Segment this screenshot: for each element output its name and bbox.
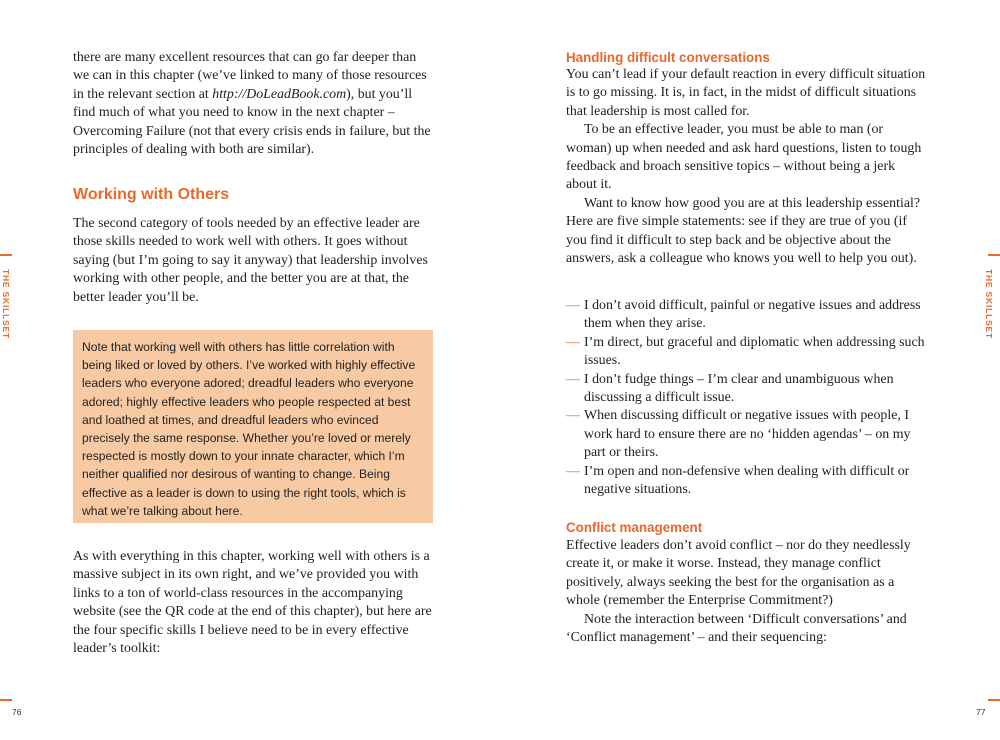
list-item	[566, 297, 928, 334]
page-number: 76	[12, 707, 22, 717]
dash-bullet: —	[566, 334, 580, 350]
intro-text-start: there are many excellent resources that can go far deeper than we can in this chapter (we’ve linked to many of those resources in the relevant section at	[73, 50, 427, 102]
paragraph-2: To be an effective leader, you must be able to man (or woman) up when needed and ask hard questions, listen to tough feedback and broach sensitive topics – without being a jerk about it.	[566, 122, 922, 193]
list-item-text: When discussing difficult or negative issues with people, I work hard to ensure there are no ‘hidden agendas’ – on my part or theirs.	[584, 408, 911, 461]
page-number-marker	[988, 699, 1000, 701]
paragraph-5: Note the interaction between ‘Difficult conversations’ and ‘Conflict management’ – and their sequencing:	[566, 611, 907, 646]
difficult-conversations-body	[566, 66, 928, 268]
paragraph-4: Effective leaders don’t avoid conflict – nor do they needlessly create it, or make it worse. Instead, they manage conflict positively, always seeking the best for the organisation as a whole (remember the Enterprise Commitment?)	[566, 538, 911, 609]
page-number-marker	[0, 699, 12, 701]
intro-text-end: ), but you’ll find much of what you need to know in the next chapter – Overcoming Failure (not that every crisis ends in failure, but the principles of dealing with both are similar).	[73, 86, 431, 158]
website-link[interactable]: http://DoLeadBook.com	[212, 86, 347, 102]
paragraph-3: Want to know how good you are at this leadership essential? Here are five simple statements: see if they are true of you (if you find it difficult to step back and be objective about the answers, ask a colleague who knows you well to help you out).	[566, 195, 921, 267]
list-item	[566, 407, 928, 462]
paragraph-1: You can’t lead if your default reaction in every difficult situation is to go missing. It is, in fact, in the midst of difficult situations that leadership is most called for.	[566, 67, 926, 119]
list-item	[566, 334, 928, 371]
list-item-text: I’m direct, but graceful and diplomatic when addressing such issues.	[584, 334, 925, 369]
list-item-text: I don’t fudge things – I’m clear and unambiguous when discussing a difficult issue.	[584, 371, 894, 406]
dash-bullet: —	[566, 463, 580, 479]
callout-box	[73, 330, 433, 523]
section-heading-conflict-management: Conflict management	[566, 520, 703, 535]
conflict-management-body	[566, 537, 928, 647]
dash-bullet: —	[566, 408, 580, 424]
side-section-label: THE SKILLSET	[984, 268, 994, 340]
list-item-text: I’m open and non-defensive when dealing with difficult or negative situations.	[584, 463, 910, 498]
list-item	[566, 463, 928, 500]
right-page	[500, 0, 1000, 740]
callout-text: Note that working well with others has little correlation with being liked or loved by others. I’ve worked with highly effective leaders who everyone adored; dreadful leaders who everyone adored; highly effective leaders who people respected at best and loathed at times, and dreadful leaders who evinced precisely the same response. Whether you’re loved or merely respected is mostly down to your innate character, which I’m neither qualified nor desirous of wanting to change. Being effective as a leader is down to using the right tools, which is what we’re talking about here.	[82, 340, 416, 518]
working-with-others-paragraph: The second category of tools needed by an effective leader are those skills needed to work well with others. It goes without saying (but I’m going to say it anyway) that leadership involves working with other people, and the better you are at that, the better leader you’ll be.	[73, 216, 428, 305]
closing-paragraph: As with everything in this chapter, working well with others is a massive subject in its own right, and we’ve provided you with links to a ton of world-class resources in the accompanying website (see the QR code at the end of this chapter), but here are the four specific skills I believe need to be in every effective leader’s toolkit:	[73, 549, 432, 657]
list-item-text: I don’t avoid difficult, painful or negative issues and address them when they arise.	[584, 298, 921, 332]
page-number: 77	[976, 707, 986, 717]
section-heading-working-with-others: Working with Others	[73, 186, 230, 203]
side-tab-marker	[988, 254, 1000, 256]
side-section-label: THE SKILLSET	[1, 268, 11, 340]
dash-bullet: —	[566, 298, 580, 313]
section-heading-difficult-conversations: Handling difficult conversations	[566, 50, 770, 65]
list-item	[566, 371, 928, 408]
self-assessment-list	[566, 297, 928, 499]
side-tab-marker	[0, 254, 12, 256]
intro-paragraph	[73, 49, 435, 159]
dash-bullet: —	[566, 371, 580, 387]
